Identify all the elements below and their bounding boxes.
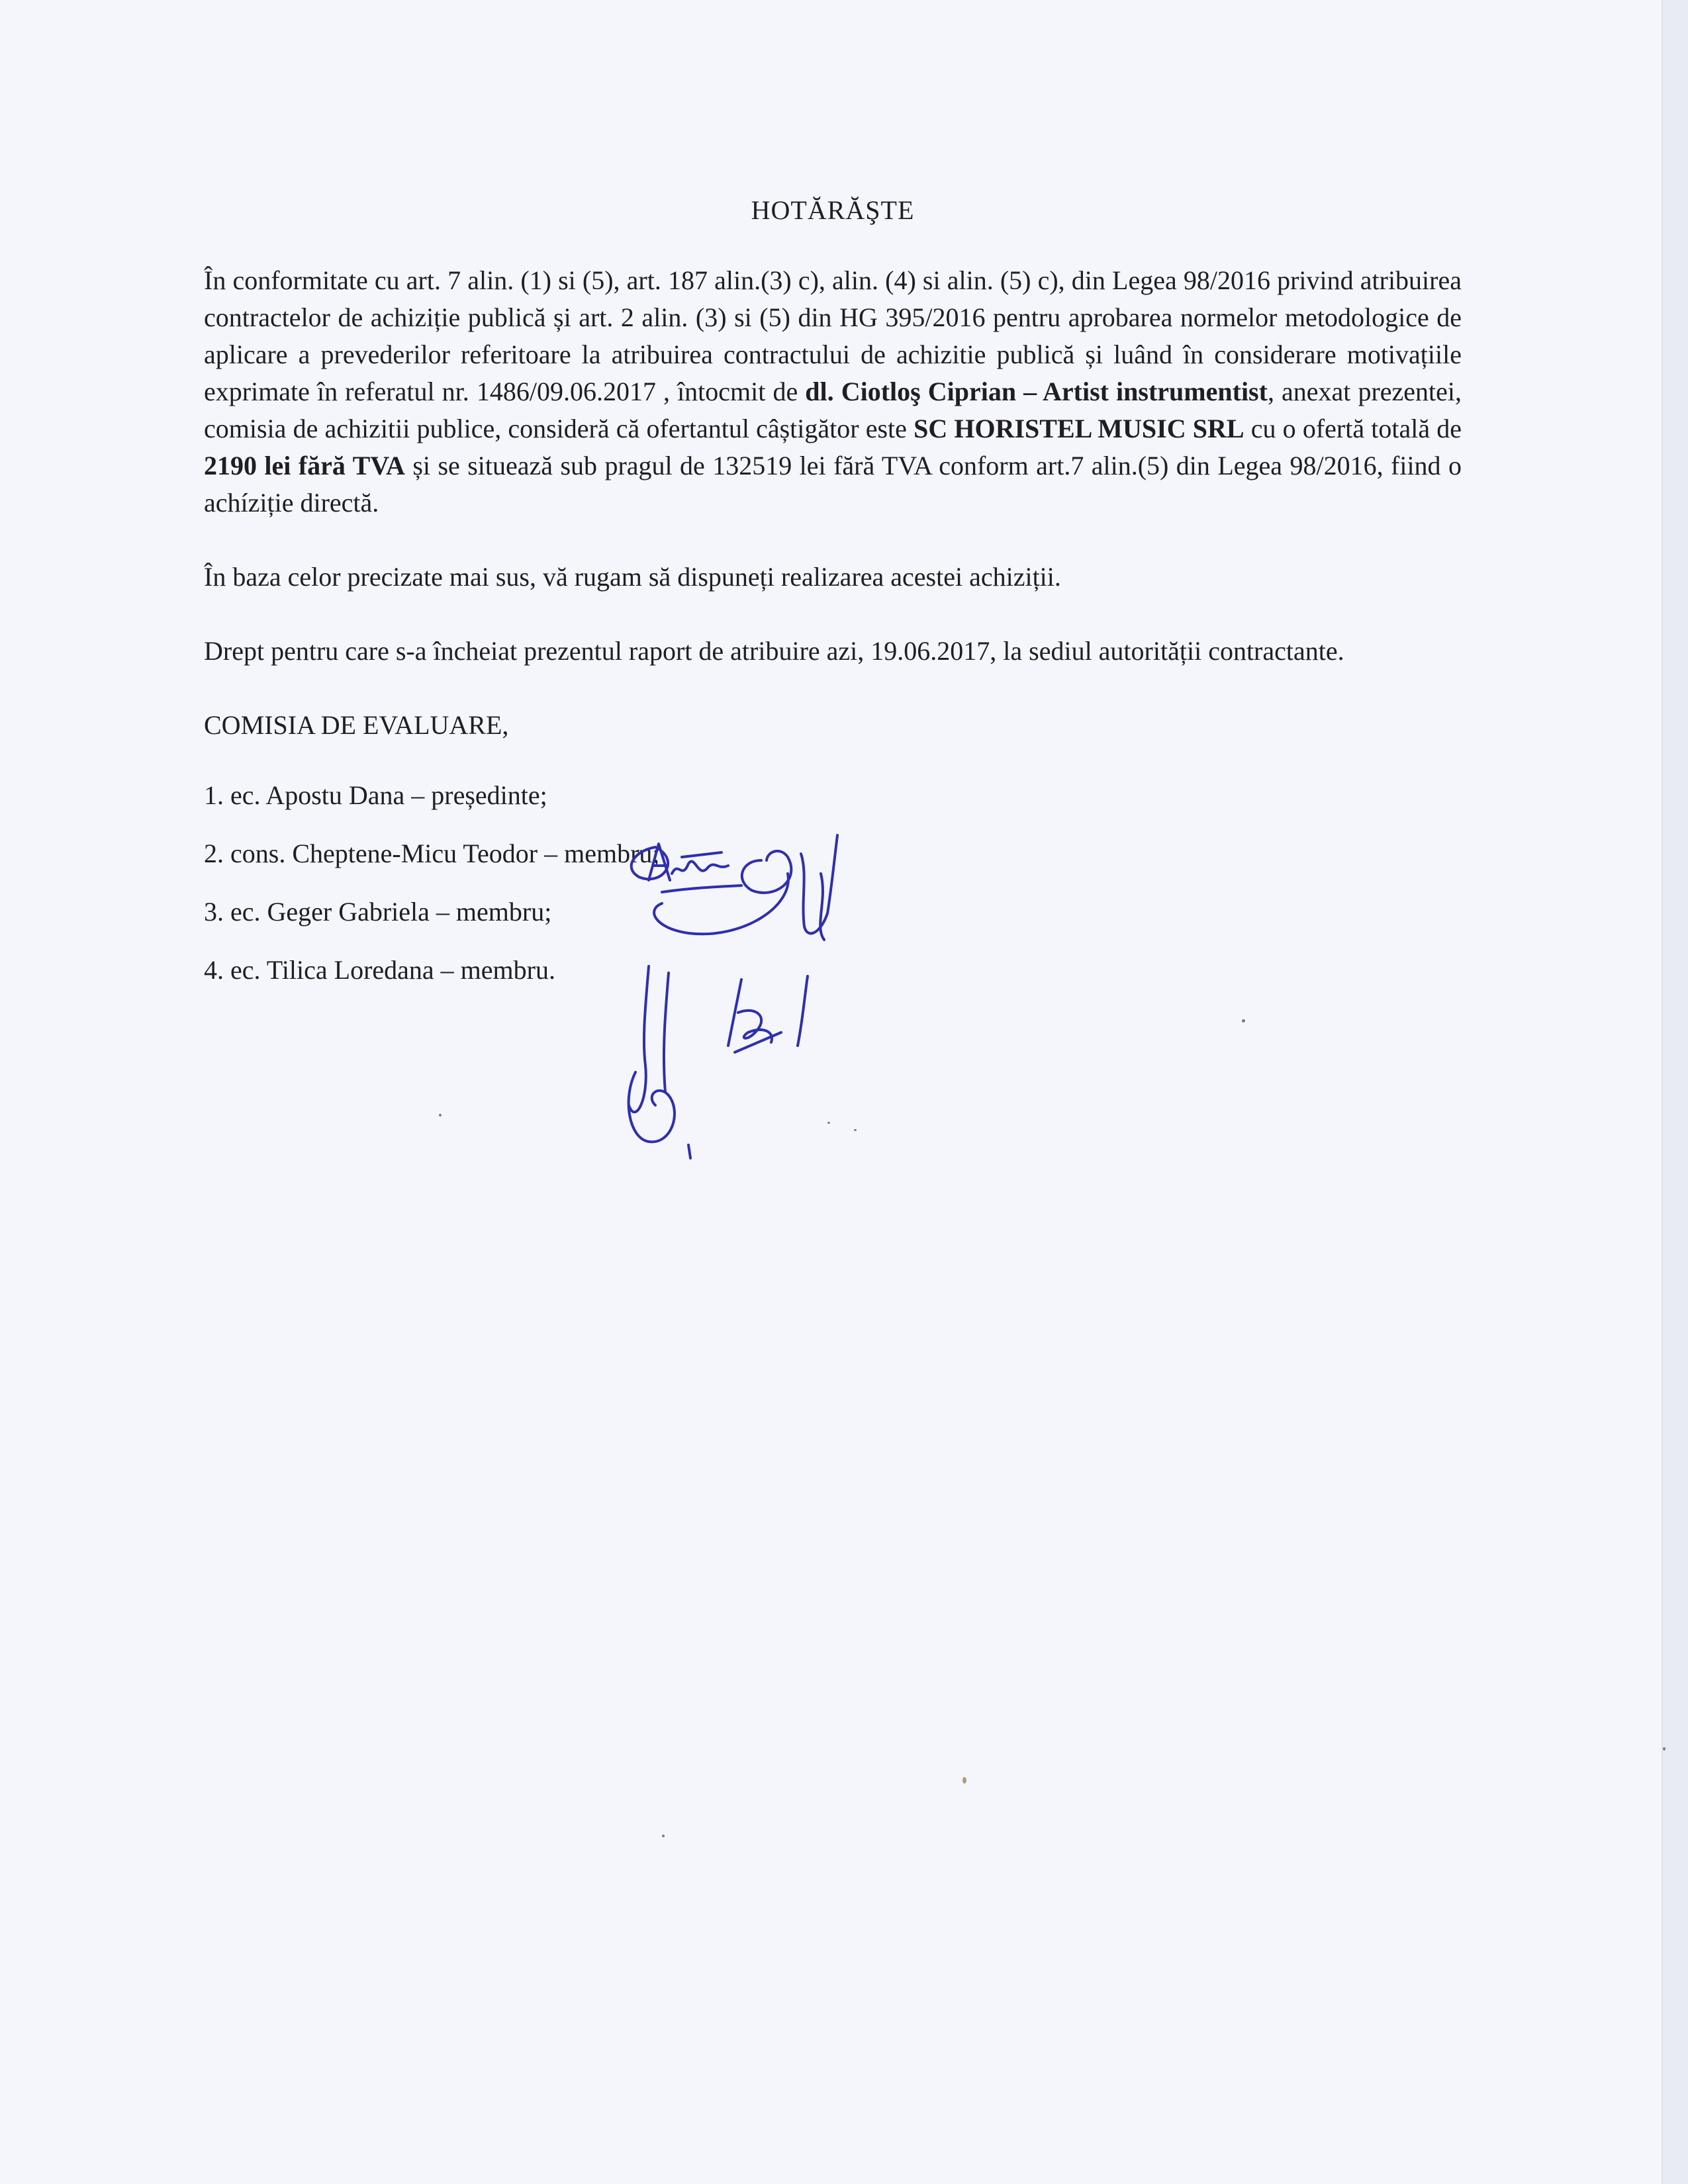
member-4: 4. ec. Tilica Loredana – membru. [204, 955, 555, 985]
signature-geger [728, 976, 808, 1052]
signature-tilica [629, 966, 690, 1158]
request-paragraph: În baza celor precizate mai sus, vă rugam să dispuneți realizarea acestei achiziții. [204, 562, 1061, 592]
scan-speck [1242, 1019, 1245, 1023]
scan-speck [439, 1114, 442, 1116]
winning-bidder: SC HORISTEL MUSIC SRL [914, 414, 1244, 443]
decision-paragraph [204, 262, 1462, 522]
paragraph-text: și se situează sub pragul de 132519 lei fără TVA conform art.7 alin.(5) din Legea 98/2016, fiind o achíziție directă. [204, 451, 1462, 518]
signatures [609, 834, 1019, 1178]
member-3: 3. ec. Geger Gabriela – membru; [204, 897, 552, 927]
signature-cheptene [654, 835, 837, 940]
signature-apostu [632, 844, 741, 892]
scan-speck [854, 1129, 857, 1131]
offer-amount: 2190 lei fără TVA [204, 451, 405, 480]
member-1: 1. ec. Apostu Dana – președinte; [204, 780, 547, 810]
paragraph-text: În conformitate cu art. 7 alin. (1) si (5), art. 187 alin.(3) c), alin. (4) si alin. (5) c), din Legea 98/2016 privind atribuirea contractelor de achiziție publică și art. 2 alin. (3) si (5) din HG 395/2016 pentru aprobarea normelor metodologice de aplicare a prevederilor referitoare la atribuirea contractului de achizitie publică și luând în considerare motivațiile exprimate în referatul nr. 1486/09.06.2017 , întocmit de [204, 265, 1462, 406]
document-title: HOTĂRĂŞTE [751, 195, 915, 225]
closing-paragraph: Drept pentru care s-a încheiat prezentul raport de atribuire azi, 19.06.2017, la sediul autorității contractante. [204, 636, 1344, 666]
paragraph-text: , anexat prezentei, comisia de achizitii publice, consideră că ofertantul câștigător este [204, 377, 1462, 443]
author-name: dl. Ciotloş Ciprian – Artist instrumentist [805, 377, 1268, 406]
scan-speck [1663, 1747, 1665, 1751]
scan-speck [962, 1777, 966, 1784]
page-edge [1662, 0, 1688, 2184]
member-2: 2. cons. Cheptene-Micu Teodor – membru; [204, 839, 660, 868]
scan-speck [662, 1835, 665, 1837]
paragraph-text: cu o ofertă totală de [1244, 414, 1462, 443]
commission-heading: COMISIA DE EVALUARE, [204, 710, 509, 740]
scan-speck [827, 1122, 830, 1124]
